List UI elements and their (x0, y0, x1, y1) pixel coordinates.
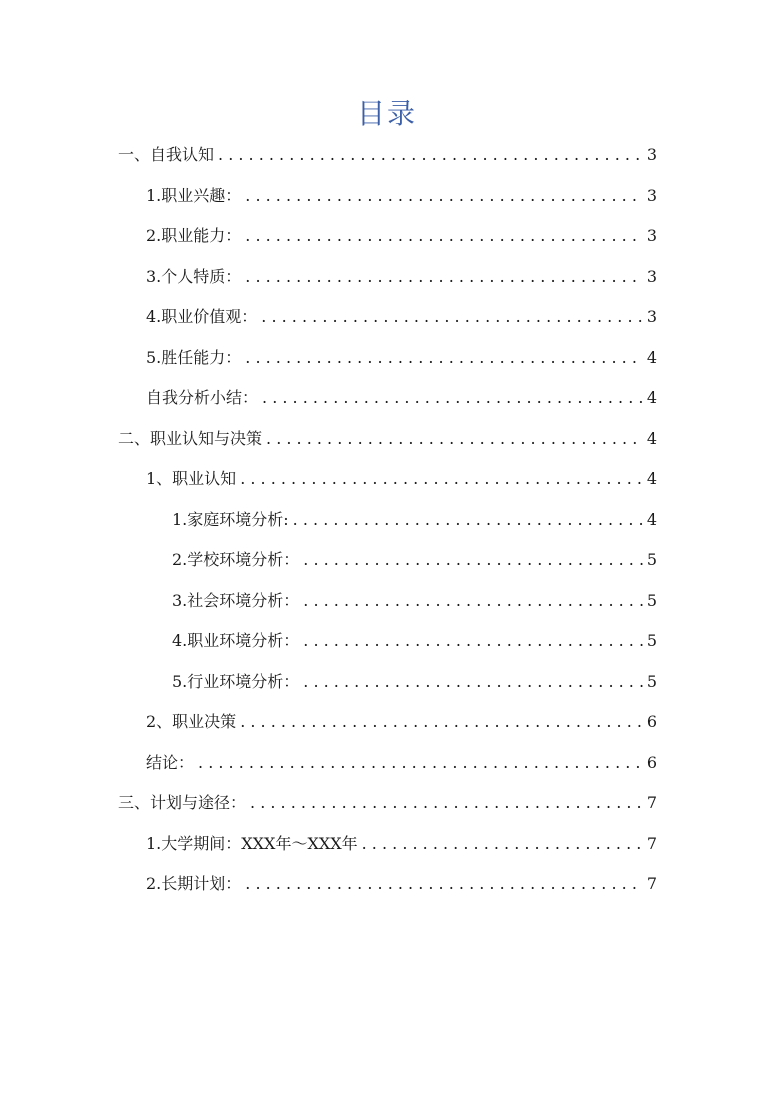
toc-leader-dots (262, 387, 643, 409)
toc-leader-dots (303, 671, 643, 693)
toc-leader-dots (261, 306, 643, 328)
toc-entry[interactable] (146, 873, 657, 895)
toc-leader-dots (240, 468, 643, 490)
toc-entry-label: 结论： (146, 753, 195, 772)
toc-title: 目录 (356, 97, 417, 130)
toc-entry-label: 4.职业价值观： (146, 307, 258, 326)
toc-leader-dots (303, 590, 643, 612)
toc-entry-label: 2、职业决策 (146, 712, 237, 731)
toc-entry-page: 4 (646, 510, 657, 529)
toc-entry[interactable] (146, 468, 657, 490)
toc-entry-page: 4 (646, 388, 657, 407)
toc-leader-dots (245, 185, 643, 207)
toc-leader-dots (245, 225, 643, 247)
toc-entry[interactable] (118, 428, 657, 450)
toc-entry-label: 5.行业环境分析： (172, 672, 300, 691)
toc-entry[interactable] (118, 144, 657, 166)
toc-entry-label: 2.长期计划： (146, 874, 242, 893)
toc-entry-page: 7 (646, 874, 657, 893)
toc-entry-page: 5 (646, 672, 657, 691)
toc-entry[interactable] (172, 590, 657, 612)
toc-entry-page: 3 (646, 307, 657, 326)
toc-leader-dots (245, 347, 643, 369)
toc-entry[interactable] (172, 671, 657, 693)
toc-entry[interactable] (146, 752, 657, 774)
toc-entry-page: 7 (646, 793, 657, 812)
toc-leader-dots (245, 873, 643, 895)
toc-entry[interactable] (146, 347, 657, 369)
toc-entry-label: 二、职业认知与决策 (118, 429, 263, 448)
toc-entry-page: 4 (646, 348, 657, 367)
toc-entry-page: 6 (646, 753, 657, 772)
toc-leader-dots (303, 630, 643, 652)
toc-leader-dots (240, 711, 643, 733)
toc-entry-page: 5 (646, 550, 657, 569)
toc-entry-label: 1.大学期间：XXX年～XXX年 (146, 834, 358, 853)
toc-entry[interactable] (118, 792, 657, 814)
toc-entry-label: 5.胜任能力： (146, 348, 242, 367)
toc-entry[interactable] (146, 185, 657, 207)
toc-entry-page: 6 (646, 712, 657, 731)
toc-entry[interactable] (146, 387, 657, 409)
toc-entry[interactable] (146, 225, 657, 247)
toc-entry[interactable] (172, 549, 657, 571)
toc-entry[interactable] (146, 833, 657, 855)
toc-entry-page: 7 (646, 834, 657, 853)
toc-entry-page: 3 (646, 267, 657, 286)
toc-entry-page: 5 (646, 591, 657, 610)
toc-entry-page: 4 (646, 469, 657, 488)
toc-entry-label: 一、自我认知 (118, 145, 215, 164)
toc-leader-dots (245, 266, 643, 288)
toc-entry-page: 3 (646, 145, 657, 164)
toc-leader-dots (303, 549, 643, 571)
toc-entry[interactable] (146, 266, 657, 288)
toc-entry-label: 2.职业能力： (146, 226, 242, 245)
toc-entry-label: 3.个人特质： (146, 267, 242, 286)
toc-entry-page: 4 (646, 429, 657, 448)
toc-entry-label: 自我分析小结： (146, 388, 259, 407)
toc-leader-dots (218, 144, 643, 166)
toc-leader-dots (198, 752, 643, 774)
toc-entry-label: 3.社会环境分析： (172, 591, 300, 610)
toc-leader-dots (293, 509, 643, 531)
toc-entry-label: 1.职业兴趣： (146, 186, 242, 205)
toc-entry-label: 三、计划与途径： (118, 793, 247, 812)
toc-entry-label: 2.学校环境分析： (172, 550, 300, 569)
toc-leader-dots (362, 833, 643, 855)
toc-leader-dots (266, 428, 643, 450)
toc-entry-page: 3 (646, 226, 657, 245)
toc-entry-label: 1.家庭环境分析: (172, 510, 289, 529)
toc-entry-label: 4.职业环境分析： (172, 631, 300, 650)
toc-entry-page: 5 (646, 631, 657, 650)
toc-leader-dots (250, 792, 643, 814)
toc-entry[interactable] (146, 711, 657, 733)
toc-entry-page: 3 (646, 186, 657, 205)
toc-entry[interactable] (146, 306, 657, 328)
toc-entry[interactable] (172, 509, 657, 531)
toc-entry[interactable] (172, 630, 657, 652)
toc-entry-label: 1、职业认知 (146, 469, 237, 488)
